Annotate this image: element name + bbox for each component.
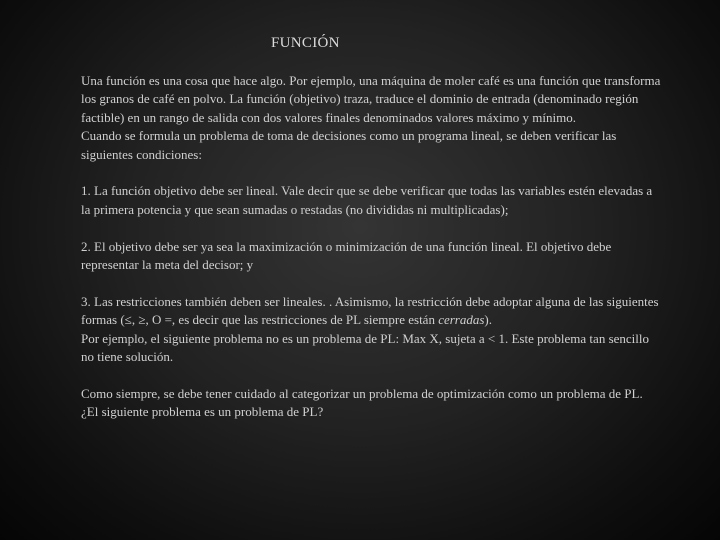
- slide-body: [81, 72, 661, 422]
- spacer: [81, 164, 661, 182]
- spacer: [81, 219, 661, 237]
- slide-title: FUNCIÓN: [271, 35, 340, 51]
- paragraph-condition-2: 2. El objetivo debe ser ya sea la maximización o minimización de una función lineal. El objetivo debe representar la meta del decisor; y: [81, 238, 612, 273]
- paragraph-example: Por ejemplo, el siguiente problema no es un problema de PL: Max X, sujeta a < 1. Este problema tan sencillo no tiene solución.: [81, 330, 650, 365]
- paragraph-definition: Una función es una cosa que hace algo. Por ejemplo, una máquina de moler café es una función que transforma los granos de café en polvo. La función (objetivo) traza, traduce el dominio de entrada (denominado región factible) en un rango de salida con dos valores finales denominados valores máximo y mínimo.: [81, 73, 661, 125]
- spacer: [81, 274, 661, 292]
- condition-3-text: 3. Las restricciones también deben ser lineales. . Asimismo, la restricción debe adoptar alguna de las siguientes formas (≤, ≥, O =, es decir que las restricciones de PL siempre están: [81, 293, 659, 328]
- paragraph-conditions-intro: Cuando se formula un problema de toma de decisiones como un programa lineal, se deben verificar las siguientes condiciones:: [81, 128, 617, 162]
- condition-3-italic: cerradas: [438, 312, 485, 328]
- condition-3-end: ).: [484, 312, 493, 328]
- paragraph-condition-1: 1. La función objetivo debe ser lineal. Vale decir que se debe verificar que todas las variables estén elevadas a la primera potencia y que sean sumadas o restadas (no divididas ni multiplicadas);: [81, 183, 653, 217]
- paragraph-condition-3: [81, 293, 661, 330]
- paragraph-closing: Como siempre, se debe tener cuidado al categorizar un problema de optimización como un problema de PL. ¿El siguiente problema es un problema de PL?: [81, 385, 643, 420]
- spacer: [81, 366, 661, 384]
